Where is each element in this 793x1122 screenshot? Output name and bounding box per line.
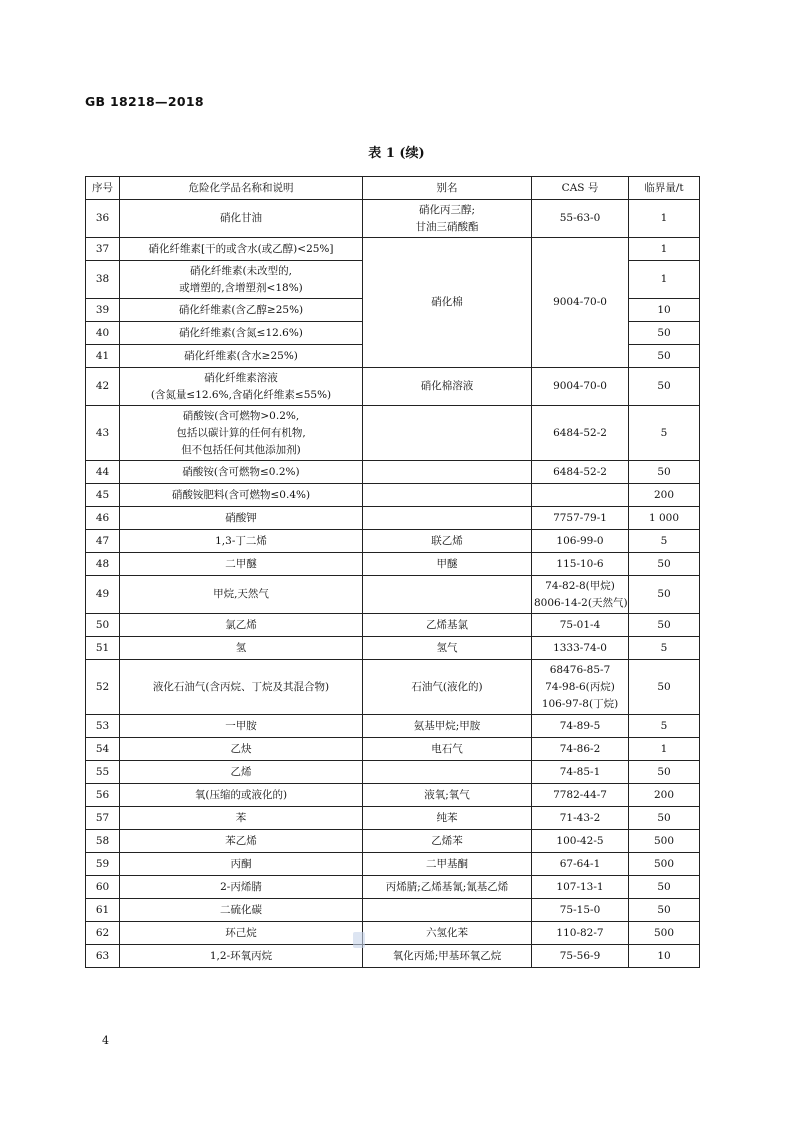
cell-alias [363, 238, 532, 368]
table-row [86, 484, 700, 507]
cell-no: 60 [86, 876, 120, 899]
cell-no: 62 [86, 922, 120, 945]
cell-quantity: 50 [629, 807, 700, 830]
cell-name [120, 614, 363, 637]
cell-no: 58 [86, 830, 120, 853]
cell-quantity: 1 000 [629, 507, 700, 530]
cell-cas-line: 75-01-4 [559, 618, 601, 631]
cell-quantity: 50 [629, 553, 700, 576]
cell-name-line: 一甲胺 [225, 719, 257, 732]
cell-cas [532, 876, 629, 899]
cell-alias-line: 六氢化苯 [426, 926, 468, 939]
cell-name-line: 硝化纤维素溶液 [204, 371, 278, 384]
cell-name-line: 硝化纤维素[干的或含水(或乙醇)<25%] [148, 242, 334, 255]
cell-cas [532, 761, 629, 784]
cell-cas-line: 71-43-2 [559, 811, 601, 824]
cell-name [120, 261, 363, 299]
cell-no: 40 [86, 322, 120, 345]
cell-quantity: 50 [629, 322, 700, 345]
cell-cas-line: 8006-14-2(天然气) [534, 596, 628, 609]
cell-alias [363, 530, 532, 553]
cell-alias-line: 硝化丙三醇; [418, 203, 476, 216]
cell-name [120, 345, 363, 368]
cell-no: 57 [86, 807, 120, 830]
header-alias: 别名 [363, 177, 532, 200]
cell-name [120, 299, 363, 322]
table-row [86, 637, 700, 660]
cell-name-line: 硝酸铵(含可燃物≤0.2%) [182, 465, 300, 478]
cell-cas-line: 1333-74-0 [553, 641, 607, 654]
cell-no: 63 [86, 945, 120, 968]
cell-quantity: 50 [629, 876, 700, 899]
cell-cas-line: 6484-52-2 [553, 465, 607, 478]
cell-cas [532, 507, 629, 530]
standard-number: GB 18218—2018 [85, 94, 204, 109]
cell-cas-line: 74-89-5 [559, 719, 601, 732]
cell-cas-line: 7782-44-7 [553, 788, 607, 801]
cell-no: 51 [86, 637, 120, 660]
cell-name-line: 硝化纤维素(未改型的, [190, 264, 292, 277]
cell-alias [363, 715, 532, 738]
cell-name-line: 或增塑的,含增塑剂<18%) [179, 281, 303, 294]
cell-no: 36 [86, 200, 120, 238]
cell-no: 41 [86, 345, 120, 368]
cell-no: 42 [86, 368, 120, 406]
cell-alias [363, 807, 532, 830]
table-row [86, 784, 700, 807]
cell-cas-line: 75-15-0 [559, 903, 601, 916]
cell-name-line: 甲烷,天然气 [213, 588, 269, 600]
cell-alias [363, 899, 532, 922]
cell-cas [532, 922, 629, 945]
cell-no: 55 [86, 761, 120, 784]
cell-cas [532, 637, 629, 660]
cell-cas-line: 75-56-9 [559, 949, 601, 962]
cell-alias-line: 氧化丙烯;甲基环氧乙烷 [392, 949, 502, 962]
cell-no: 46 [86, 507, 120, 530]
cell-quantity: 50 [629, 461, 700, 484]
cell-alias [363, 406, 532, 461]
cell-name-line: 包括以碳计算的任何有机物, [176, 426, 306, 439]
cell-alias-line: 石油气(液化的) [411, 680, 483, 693]
cell-alias-line: 液氧;氧气 [424, 788, 470, 801]
cell-cas-line: 7757-79-1 [553, 511, 607, 524]
cell-cas-line: 110-82-7 [556, 926, 604, 939]
cell-no: 39 [86, 299, 120, 322]
cell-name-line: 二甲醚 [225, 557, 257, 570]
cell-name-line: 氯乙烯 [225, 618, 257, 631]
cell-alias [363, 637, 532, 660]
cell-alias [363, 553, 532, 576]
table-row [86, 200, 700, 238]
watermark-mark [353, 932, 365, 948]
cell-cas-line: 74-86-2 [559, 742, 601, 755]
cell-quantity: 1 [629, 738, 700, 761]
cell-name-line: 硝酸铵(含可燃物>0.2%, [182, 409, 300, 422]
cell-name-line: 苯乙烯 [225, 834, 257, 847]
cell-alias-line: 硝化棉溶液 [420, 380, 474, 392]
cell-cas [532, 945, 629, 968]
cell-no: 56 [86, 784, 120, 807]
cell-quantity: 500 [629, 922, 700, 945]
cell-quantity: 1 [629, 238, 700, 261]
cell-alias [363, 738, 532, 761]
cell-cas-line: 9004-70-0 [553, 296, 607, 308]
cell-name-line: 液化石油气(含丙烷、丁烷及其混合物) [152, 680, 330, 693]
cell-name [120, 322, 363, 345]
cell-quantity: 50 [629, 899, 700, 922]
table-row [86, 876, 700, 899]
cell-cas-line: 107-13-1 [556, 880, 604, 893]
header-name: 危险化学品名称和说明 [120, 177, 363, 200]
table-row [86, 922, 700, 945]
cell-name [120, 876, 363, 899]
header-quantity: 临界量/t [629, 177, 700, 200]
page-number: 4 [102, 1034, 109, 1047]
cell-cas [532, 715, 629, 738]
cell-cas-line: 74-82-8(甲烷) [545, 579, 615, 592]
cell-name [120, 238, 363, 261]
cell-cas [532, 530, 629, 553]
cell-alias [363, 853, 532, 876]
cell-name-line: 二硫化碳 [220, 903, 262, 916]
cell-name-line: 1,3-丁二烯 [215, 534, 267, 547]
cell-alias [363, 830, 532, 853]
table-row [86, 830, 700, 853]
cell-cas [532, 553, 629, 576]
cell-name-line: 氧(压缩的或液化的) [194, 788, 288, 801]
cell-quantity: 50 [629, 345, 700, 368]
cell-alias [363, 368, 532, 406]
table-row [86, 507, 700, 530]
cell-cas [532, 807, 629, 830]
header-cas: CAS 号 [532, 177, 629, 200]
cell-quantity: 1 [629, 200, 700, 238]
cell-name-line: 硝化纤维素(含氮≤12.6%) [179, 326, 303, 339]
cell-cas [532, 484, 629, 507]
cell-cas-line: 55-63-0 [559, 212, 601, 224]
cell-alias-line: 二甲基酮 [426, 857, 468, 870]
cell-cas [532, 899, 629, 922]
cell-quantity: 200 [629, 784, 700, 807]
cell-alias-line: 氨基甲烷;甲胺 [413, 719, 481, 732]
cell-cas [532, 200, 629, 238]
cell-name [120, 484, 363, 507]
cell-alias-line: 甲醚 [436, 557, 458, 570]
table-row [86, 738, 700, 761]
cell-cas-line: 67-64-1 [559, 857, 601, 870]
cell-cas [532, 576, 629, 614]
cell-name [120, 945, 363, 968]
cell-quantity: 50 [629, 368, 700, 406]
table-header-row [86, 177, 700, 200]
cell-name [120, 461, 363, 484]
cell-name [120, 368, 363, 406]
cell-cas [532, 368, 629, 406]
cell-quantity: 500 [629, 830, 700, 853]
table-row [86, 406, 700, 461]
cell-alias-line: 纯苯 [436, 811, 458, 824]
cell-cas [532, 738, 629, 761]
cell-name [120, 899, 363, 922]
cell-no: 49 [86, 576, 120, 614]
cell-alias [363, 922, 532, 945]
cell-name-line: 2-丙烯腈 [220, 880, 262, 893]
table-row [86, 899, 700, 922]
cell-name [120, 807, 363, 830]
cell-name [120, 660, 363, 715]
cell-alias-line: 甘油三硝酸酯 [415, 220, 479, 233]
cell-alias-line: 氢气 [436, 641, 458, 654]
cell-quantity: 5 [629, 637, 700, 660]
table-row [86, 461, 700, 484]
cell-no: 53 [86, 715, 120, 738]
cell-name [120, 715, 363, 738]
cell-no: 54 [86, 738, 120, 761]
cell-name [120, 637, 363, 660]
cell-name [120, 922, 363, 945]
cell-no: 52 [86, 660, 120, 715]
cell-no: 44 [86, 461, 120, 484]
cell-no: 50 [86, 614, 120, 637]
cell-alias-line: 联乙烯 [431, 534, 463, 547]
cell-alias [363, 200, 532, 238]
cell-alias-line: 丙烯腈;乙烯基氰;氰基乙烯 [385, 880, 509, 893]
cell-name [120, 553, 363, 576]
cell-alias [363, 660, 532, 715]
cell-name [120, 406, 363, 461]
cell-alias [363, 507, 532, 530]
cell-no: 43 [86, 406, 120, 461]
table-row [86, 945, 700, 968]
cell-cas-line: 9004-70-0 [553, 380, 607, 392]
cell-name-line: 硝酸铵肥料(含可燃物≤0.4%) [171, 488, 311, 501]
cell-alias [363, 784, 532, 807]
cell-cas [532, 784, 629, 807]
cell-alias [363, 484, 532, 507]
cell-quantity: 500 [629, 853, 700, 876]
table-row [86, 761, 700, 784]
cell-alias-line: 电石气 [431, 742, 463, 755]
cell-quantity: 50 [629, 614, 700, 637]
cell-quantity: 5 [629, 530, 700, 553]
cell-cas-line: 106-97-8(丁烷) [541, 697, 619, 710]
cell-quantity: 5 [629, 715, 700, 738]
cell-name-line: 乙烯 [230, 765, 252, 778]
cell-no: 47 [86, 530, 120, 553]
cell-quantity: 200 [629, 484, 700, 507]
cell-quantity: 1 [629, 261, 700, 299]
cell-cas-line: 74-98-6(丙烷) [545, 680, 615, 693]
table-row [86, 553, 700, 576]
cell-cas-line: 74-85-1 [559, 765, 601, 778]
cell-cas-line: 6484-52-2 [553, 426, 607, 439]
cell-alias-line: 硝化棉 [431, 296, 463, 308]
cell-no: 61 [86, 899, 120, 922]
cell-quantity: 10 [629, 945, 700, 968]
cell-cas [532, 238, 629, 368]
header-no: 序号 [86, 177, 120, 200]
hazardous-chemicals-table [85, 176, 700, 968]
cell-alias [363, 876, 532, 899]
cell-name [120, 830, 363, 853]
cell-cas-line: 106-99-0 [556, 534, 604, 547]
cell-cas [532, 406, 629, 461]
cell-no: 45 [86, 484, 120, 507]
cell-name-line: 硝化纤维素(含乙醇≥25%) [178, 303, 304, 316]
cell-alias [363, 614, 532, 637]
cell-name-line: (含氮量≤12.6%,含硝化纤维素≤55%) [150, 388, 332, 401]
cell-cas-line: 115-10-6 [556, 557, 604, 570]
cell-no: 59 [86, 853, 120, 876]
cell-name [120, 784, 363, 807]
cell-name [120, 761, 363, 784]
table-row [86, 576, 700, 614]
cell-name [120, 853, 363, 876]
cell-name-line: 苯 [235, 811, 247, 824]
cell-cas [532, 614, 629, 637]
cell-name-line: 1,2-环氧丙烷 [209, 949, 273, 962]
cell-no: 38 [86, 261, 120, 299]
cell-name-line: 但不包括任何其他添加剂) [181, 443, 301, 456]
table-row [86, 660, 700, 715]
cell-name [120, 507, 363, 530]
cell-no: 37 [86, 238, 120, 261]
cell-cas [532, 461, 629, 484]
table-row [86, 368, 700, 406]
cell-name [120, 738, 363, 761]
cell-name-line: 硝化甘油 [220, 212, 262, 224]
cell-name-line: 硝化纤维素(含水≥25%) [184, 349, 298, 362]
cell-name-line: 硝酸钾 [225, 511, 257, 524]
table-row [86, 715, 700, 738]
cell-name-line: 乙炔 [230, 742, 252, 755]
table-caption: 表 1 (续) [368, 146, 425, 161]
table-row [86, 238, 700, 261]
table-row [86, 530, 700, 553]
cell-quantity: 50 [629, 660, 700, 715]
cell-quantity: 10 [629, 299, 700, 322]
table-row [86, 853, 700, 876]
cell-alias [363, 945, 532, 968]
cell-quantity: 5 [629, 406, 700, 461]
cell-alias-line: 乙烯基氯 [426, 618, 468, 631]
cell-alias [363, 461, 532, 484]
cell-cas [532, 830, 629, 853]
table-row [86, 614, 700, 637]
cell-name [120, 200, 363, 238]
cell-name [120, 530, 363, 553]
cell-name-line: 环己烷 [225, 926, 257, 939]
cell-cas [532, 853, 629, 876]
cell-cas-line: 100-42-5 [556, 834, 604, 847]
cell-alias [363, 761, 532, 784]
cell-name-line: 氢 [235, 641, 247, 654]
cell-name [120, 576, 363, 614]
cell-alias-line: 乙烯苯 [431, 834, 463, 847]
cell-no: 48 [86, 553, 120, 576]
cell-alias [363, 576, 532, 614]
cell-name-line: 丙酮 [230, 857, 252, 870]
cell-quantity: 50 [629, 761, 700, 784]
table-row [86, 807, 700, 830]
cell-cas-line: 68476-85-7 [549, 663, 611, 676]
cell-cas [532, 660, 629, 715]
cell-quantity: 50 [629, 576, 700, 614]
